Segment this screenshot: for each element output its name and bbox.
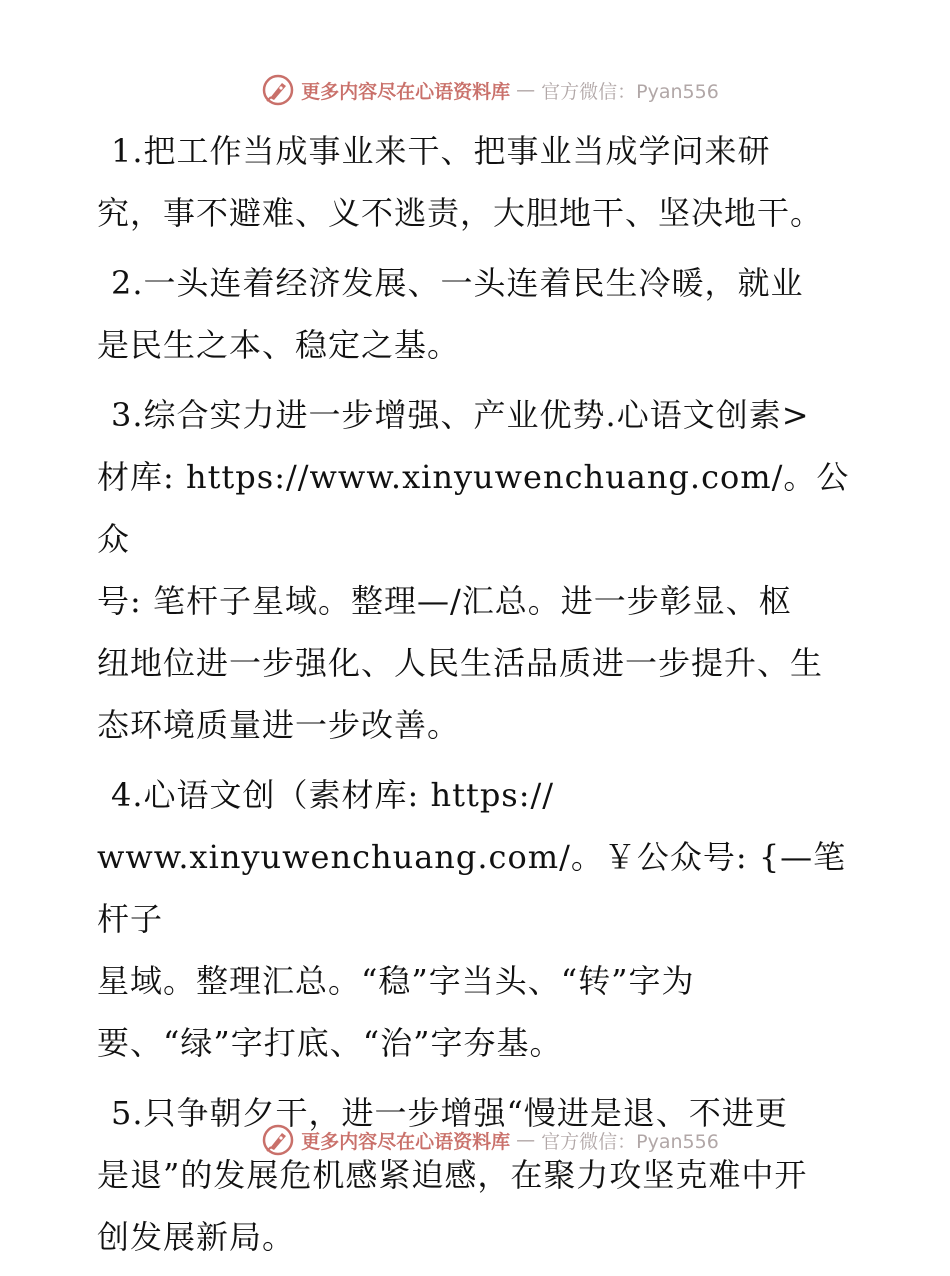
banner-title: 更多内容尽在心语资料库	[301, 1130, 511, 1153]
paragraph-1	[97, 120, 857, 244]
pen-nib-logo-icon	[261, 1123, 295, 1157]
header-banner-content	[261, 73, 719, 107]
pen-nib-logo-icon	[261, 73, 295, 107]
paragraph-5	[97, 1082, 857, 1268]
paragraph-number: 5.	[111, 1094, 144, 1132]
paragraph-text: 一头连着经济发展、一头连着民生冷暖，就业 是民生之本、稳定之基。	[97, 264, 804, 364]
paragraph-number: 4.	[111, 776, 144, 814]
banner-wechat-id: 官方微信：Pyan556	[541, 80, 719, 103]
paragraph-text: 只争朝夕干，进一步增强“慢进是退、不进更 是退”的发展危机感紧迫感，在聚力攻坚克难中开 创发展新局。	[97, 1094, 808, 1256]
paragraph-text: 心语文创（素材库: https:// www.xinyuwenchuang.com/。￥公众号: {—笔杆子 星域。整理汇总。“稳”字当头、“转”字为 要、“绿”字打底、“治”字夯基。	[97, 776, 847, 1062]
paragraph-number: 3.	[111, 396, 144, 434]
document-body	[97, 120, 857, 1276]
banner-separator: —	[516, 79, 536, 101]
banner-wechat-id: 官方微信：Pyan556	[541, 1130, 719, 1153]
footer-banner	[0, 1120, 950, 1160]
paragraph-number: 1.	[111, 132, 144, 170]
paragraph-text: 综合实力进一步增强、产业优势.心语文创素> 材库: https://www.xinyuwenchuang.com/。公众 号: 笔杆子星域。整理—/汇总。进一步彰显、枢 纽地位进一步强化、人民生活品质进一步提升、生 态环境质量进一步改善。	[97, 396, 850, 744]
paragraph-3	[97, 384, 857, 756]
banner-separator: —	[516, 1129, 536, 1151]
header-banner	[0, 70, 950, 110]
paragraph-text: 把工作当成事业来干、把事业当成学问来研 究，事不避难、义不逃责，大胆地干、坚决地干。	[97, 132, 824, 232]
banner-title: 更多内容尽在心语资料库	[301, 80, 511, 103]
footer-banner-content	[261, 1123, 719, 1157]
paragraph-number: 2.	[111, 264, 144, 302]
paragraph-2	[97, 252, 857, 376]
paragraph-4	[97, 764, 857, 1074]
